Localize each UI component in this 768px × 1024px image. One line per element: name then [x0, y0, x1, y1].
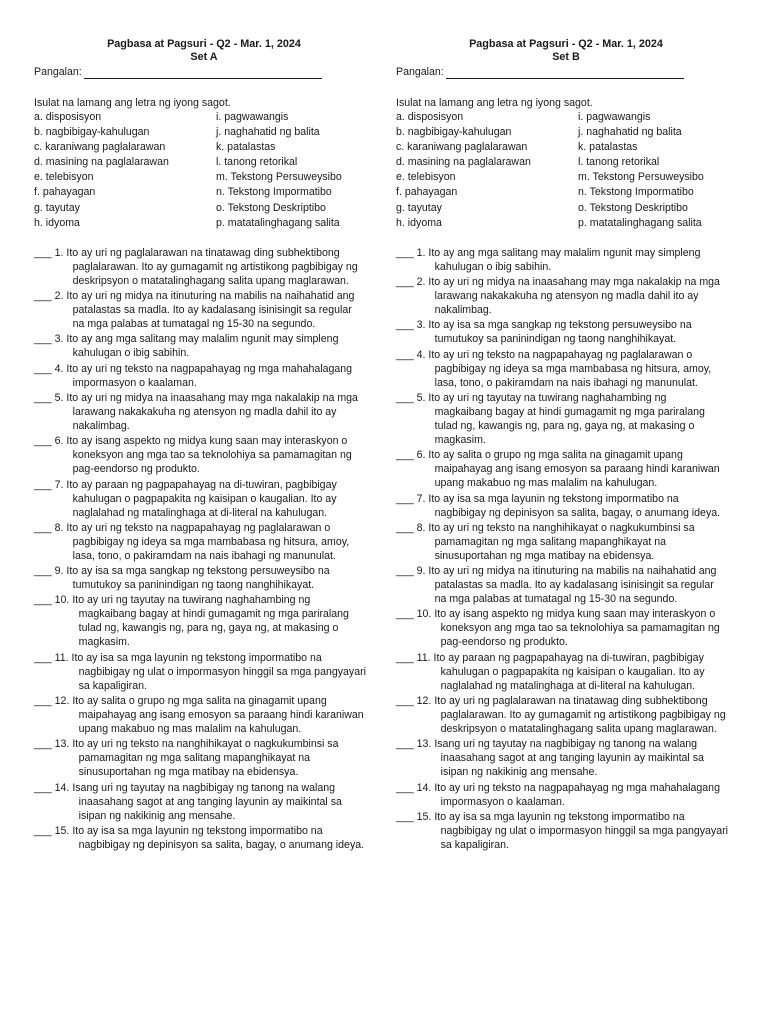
question-line: naglalahad ng matalinghaga at di-literal na kahulugan.	[72, 506, 328, 519]
question-number: 6.	[54, 435, 64, 448]
answer-blank[interactable]: ___	[34, 594, 55, 607]
question-number: 1.	[54, 246, 64, 259]
answer-blank[interactable]: ___	[396, 449, 417, 462]
choice-item: i. pagwawangis	[578, 111, 651, 123]
question-text	[417, 246, 736, 274]
question-line-text: Ito ay isa sa mga sangkap ng tekstong persuweysibo na	[66, 565, 330, 578]
question-line-text: Ito ay isa sa mga layunin ng tekstong impormatibo na	[72, 824, 323, 837]
question-line: nagbibigay ng ulat o impormasyon hinggil sa mga pangyayari	[78, 665, 367, 678]
choice-item: g. tayutay	[396, 201, 442, 214]
worksheet-set-a	[34, 38, 374, 853]
question-line: tulad ng, kawangis ng, para ng, gaya ng, at makasing o	[434, 419, 695, 432]
question-number: 7.	[416, 492, 426, 505]
question-line	[417, 781, 734, 795]
choice-item: o. Tekstong Deskriptibo	[216, 201, 326, 214]
question-line: pagbibigay ng ideya sa mga mambabasa ng hitsura, amoy,	[434, 362, 712, 375]
question-text	[417, 737, 736, 779]
question-item	[396, 275, 736, 317]
answer-blank[interactable]: ___	[34, 333, 55, 346]
question-number: 12.	[54, 695, 70, 708]
question-line	[417, 564, 734, 578]
choice-item: k. patalastas	[578, 141, 638, 154]
question-text	[417, 318, 736, 346]
question-item	[396, 694, 736, 736]
questions-list	[396, 246, 736, 852]
question-number: 2.	[416, 276, 426, 289]
choice-item: n. Tekstong Impormatibo	[578, 186, 694, 199]
question-line	[417, 246, 734, 260]
choice-item: h. idyoma	[34, 216, 80, 229]
question-item	[34, 362, 374, 390]
question-item	[34, 246, 374, 288]
question-line	[55, 593, 372, 607]
question-line	[417, 492, 734, 506]
worksheet-title: Pagbasa at Pagsuri - Q2 - Mar. 1, 2024	[107, 38, 301, 50]
question-line: nagbibigay ng depinisyon sa salita, bagay, o anumang ideya.	[434, 506, 721, 519]
question-line-text: Ito ay isang aspekto ng midya kung saan may interaskyon o	[66, 435, 348, 448]
name-blank-line[interactable]	[446, 67, 684, 79]
question-line-text: Ito ay uri ng teksto na nagpapahayag ng mga mahahalagang	[434, 781, 720, 794]
question-line-text: Ito ay isa sa mga layunin ng tekstong impormatibo na	[71, 651, 322, 664]
question-item	[396, 348, 736, 390]
question-line	[55, 391, 372, 405]
question-text	[417, 694, 736, 736]
question-line: koneksyon ang mga tao sa teknolohiya sa pamamagitan ng	[72, 449, 352, 462]
question-line: impormasyon o kaalaman.	[440, 795, 565, 808]
question-line: inaasahang sagot at ang tanging layunin ay maikintal sa	[78, 795, 342, 808]
question-line	[55, 564, 372, 578]
answer-blank[interactable]: ___	[396, 565, 417, 578]
answer-blank[interactable]: ___	[396, 276, 417, 289]
question-line: deskripsyon o matatalinghagang salita upang maglarawan.	[72, 274, 349, 287]
question-text	[55, 781, 374, 823]
question-number: 5.	[54, 391, 64, 404]
answer-blank[interactable]: ___	[396, 810, 417, 823]
question-text	[55, 564, 374, 592]
question-line: magkasim.	[434, 433, 486, 446]
answer-blank[interactable]: ___	[396, 391, 417, 404]
question-text	[55, 391, 374, 433]
question-text	[417, 492, 736, 520]
answer-blank[interactable]: ___	[396, 319, 417, 332]
question-line	[417, 521, 734, 535]
question-text	[417, 651, 736, 693]
choice-item: l. tanong retorikal	[578, 156, 660, 169]
question-text	[55, 593, 374, 649]
question-line-text: Ito ay paraan ng pagpapahayag na di-tuwiran, pagbibigay	[433, 651, 704, 664]
question-line: kahulugan o pagpapakita ng kaisipan o kaugalian. Ito ay	[440, 665, 705, 678]
question-line	[417, 275, 734, 289]
question-line-text: Isang uri ng tayutay na nagbibigay ng tanong na walang	[434, 738, 697, 751]
question-text	[417, 521, 736, 563]
question-line: lasa, tono, o pakiramdam na nais ibahagi ng manunulat.	[434, 376, 698, 389]
question-line: kahulugan o ibig sabihin.	[434, 260, 552, 273]
worksheet-title: Pagbasa at Pagsuri - Q2 - Mar. 1, 2024	[469, 38, 663, 50]
question-number: 4.	[416, 348, 426, 361]
question-item	[396, 492, 736, 520]
question-line: isipan ng nakikinig ang mensahe.	[440, 766, 598, 779]
question-line-text: Ito ay isang aspekto ng midya kung saan may interaskyon o	[434, 608, 716, 621]
question-line-text: Ito ay uri ng teksto na nanghihikayat o nagkukumbinsi sa	[72, 738, 339, 751]
question-item	[34, 289, 374, 331]
question-text	[55, 521, 374, 563]
question-item	[396, 318, 736, 346]
question-line-text: Ito ay uri ng midya na itinuturing na mabilis na naihahatid ang	[66, 290, 355, 303]
question-line: kahulugan o pagpapakita ng kaisipan o kaugalian. Ito ay	[72, 492, 337, 505]
question-number: 12.	[416, 695, 432, 708]
question-text	[417, 275, 736, 317]
answer-blank[interactable]: ___	[396, 651, 417, 664]
choice-item: p. matatalinghagang salita	[216, 216, 340, 229]
choice-item: e. telebisyon	[396, 171, 456, 184]
choice-item: c. karaniwang paglalarawan	[34, 141, 166, 154]
choice-item: h. idyoma	[396, 216, 442, 229]
choice-item: f. pahayagan	[34, 186, 96, 199]
answer-blank[interactable]: ___	[396, 492, 417, 505]
question-line: maipahayag ang isang emosyon sa paraang hindi karaniwan	[434, 463, 720, 476]
question-text	[55, 737, 374, 779]
question-line	[417, 694, 734, 708]
question-number: 11.	[416, 651, 431, 664]
name-label: Pangalan:	[34, 66, 82, 78]
choice-item: b. nagbibigay-kahulugan	[396, 126, 512, 139]
question-line	[55, 651, 372, 665]
question-line-text: Ito ay uri ng tayutay na tuwirang naghahambing ng	[72, 594, 311, 607]
question-line: tumutukoy sa paninindigan ng taong nanghihikayat.	[434, 333, 677, 346]
question-line: tulad ng, kawangis ng, para ng, gaya ng, at makasing o	[78, 622, 339, 635]
choice-item: m. Tekstong Persuweysibo	[578, 171, 704, 184]
question-line: magkaibang bagay at hindi gumagamit ng mga pariralang	[78, 608, 349, 621]
question-line	[417, 391, 734, 405]
question-line-text: Ito ay uri ng midya na inaasahang may mga nakalakip na mga	[428, 276, 720, 289]
question-item	[396, 651, 736, 693]
question-item	[396, 810, 736, 852]
question-number: 8.	[416, 521, 426, 534]
answer-blank[interactable]: ___	[396, 608, 417, 621]
question-line: na mga palabas at tumatagal ng 15-30 na segundo.	[434, 593, 678, 606]
question-number: 8.	[54, 521, 64, 534]
question-item	[34, 593, 374, 649]
question-line: paglalarawan. Ito ay gumagamit ng artistikong pagbibigay ng	[440, 709, 726, 722]
answer-blank[interactable]: ___	[34, 362, 55, 375]
question-number: 15.	[416, 810, 432, 823]
question-line: na mga palabas at tumatagal ng 15-30 na segundo.	[72, 318, 316, 331]
question-line-text: Ito ay salita o grupo ng mga salita na ginagamit upang	[72, 695, 327, 708]
question-item	[396, 564, 736, 606]
choice-item: p. matatalinghagang salita	[578, 216, 702, 229]
question-number: 2.	[54, 290, 64, 303]
name-label: Pangalan:	[396, 66, 444, 78]
question-text	[55, 289, 374, 331]
question-line	[55, 362, 372, 376]
question-line: deskripsyon o matatalinghagang salita upang maglarawan.	[440, 723, 717, 736]
question-line-text: Ito ay uri ng teksto na nagpapahayag ng mga mahahalagang	[66, 362, 353, 375]
answer-blank[interactable]: ___	[34, 738, 55, 751]
question-text	[55, 694, 374, 736]
question-item	[396, 737, 736, 779]
question-line	[55, 737, 372, 751]
answer-blank[interactable]: ___	[34, 290, 55, 303]
choices-list	[34, 110, 374, 230]
question-line-text: Ito ay ang mga salitang may malalim ngunit may simpleng	[66, 333, 339, 346]
question-line: isipan ng nakikinig ang mensahe.	[78, 809, 236, 822]
question-line-text: Ito ay uri ng paglalarawan na tinatawag ding subhektibong	[66, 246, 340, 259]
question-item	[34, 564, 374, 592]
answer-blank[interactable]: ___	[34, 651, 55, 664]
worksheet-set-b	[396, 38, 736, 853]
question-item	[34, 651, 374, 693]
question-item	[396, 781, 736, 809]
choice-item: e. telebisyon	[34, 171, 94, 184]
question-line-text: Ito ay uri ng paglalarawan na tinatawag ding subhektibong	[434, 695, 708, 708]
question-line: upang makabuo ng mas malalim na kahulugan.	[434, 477, 658, 490]
question-number: 3.	[416, 319, 426, 332]
choice-item: i. pagwawangis	[216, 111, 289, 123]
question-line	[417, 348, 734, 362]
question-text	[417, 391, 736, 447]
question-line: lasa, tono, o pakiramdam na nais ibahagi ng manunulat.	[72, 549, 336, 562]
answer-blank[interactable]: ___	[396, 246, 417, 259]
question-line: sinusuportahan ng mga matibay na ebidensya.	[434, 549, 655, 562]
question-line-text: Ito ay paraan ng pagpapahayag na di-tuwiran, pagbibigay	[66, 478, 337, 491]
question-text	[417, 564, 736, 606]
question-line-text: Ito ay uri ng midya na inaasahang may mga nakalakip na mga	[66, 391, 358, 404]
choice-item: d. masining na paglalarawan	[396, 156, 531, 169]
question-line	[417, 651, 734, 665]
question-number: 13.	[54, 738, 70, 751]
question-line	[417, 318, 734, 332]
choice-item: c. karaniwang paglalarawan	[396, 141, 528, 154]
name-blank-line[interactable]	[84, 67, 322, 79]
choices-list	[396, 110, 736, 230]
question-item	[34, 332, 374, 360]
question-line-text: Ito ay isa sa mga layunin ng tekstong impormatibo na	[434, 810, 685, 823]
choice-item: n. Tekstong Impormatibo	[216, 186, 332, 199]
answer-blank[interactable]: ___	[34, 478, 55, 491]
answer-blank[interactable]: ___	[34, 435, 55, 448]
question-text	[55, 434, 374, 476]
question-line: paglalarawan. Ito ay gumagamit ng artistikong pagbibigay ng	[72, 260, 358, 273]
question-line: pamamagitan ng mga salitang mapanghikayat na	[434, 535, 667, 548]
answer-blank[interactable]: ___	[396, 738, 417, 751]
question-item	[396, 521, 736, 563]
answer-blank[interactable]: ___	[34, 695, 55, 708]
question-line: magkasim.	[78, 636, 130, 649]
question-line: inaasahang sagot at ang tanging layunin ay maikintal sa	[440, 752, 704, 765]
question-item	[396, 607, 736, 649]
question-text	[417, 810, 736, 852]
question-number: 9.	[416, 565, 426, 578]
choice-item: j. naghahatid ng balita	[578, 126, 682, 139]
question-item	[34, 478, 374, 520]
question-number: 9.	[54, 565, 64, 578]
question-line	[55, 781, 372, 795]
question-line: nakalimbag.	[72, 419, 130, 432]
question-number: 10.	[54, 594, 70, 607]
name-field-row	[396, 65, 736, 79]
question-line: larawang nakakakuha ng atensyon ng madla dahil ito ay	[434, 290, 699, 303]
question-line: maipahayag ang isang emosyon sa paraang hindi karaniwan	[78, 709, 364, 722]
question-line	[55, 246, 372, 260]
question-line: sa kapaligiran.	[78, 679, 147, 692]
question-line: kahulugan o ibig sabihin.	[72, 347, 190, 360]
question-text	[55, 362, 374, 390]
question-line-text: Ito ay uri ng teksto na nagpapahayag ng paglalarawan o	[66, 521, 331, 534]
question-item	[34, 434, 374, 476]
question-line: nagbibigay ng ulat o impormasyon hinggil sa mga pangyayari	[440, 824, 729, 837]
question-text	[55, 246, 374, 288]
answer-blank[interactable]: ___	[396, 695, 417, 708]
choice-item: m. Tekstong Persuweysibo	[216, 171, 342, 184]
question-line	[55, 434, 372, 448]
question-text	[55, 478, 374, 520]
question-line-text: Ito ay uri ng teksto na nagpapahayag ng paglalarawan o	[428, 348, 693, 361]
question-line	[55, 521, 372, 535]
choice-item: j. naghahatid ng balita	[216, 126, 320, 139]
question-number: 4.	[54, 362, 64, 375]
questions-list	[34, 246, 374, 852]
question-line-text: Ito ay uri ng midya na itinuturing na mabilis na naihahatid ang	[428, 565, 717, 578]
question-number: 5.	[416, 391, 426, 404]
question-number: 3.	[54, 333, 64, 346]
question-text	[55, 824, 374, 852]
question-line	[417, 737, 734, 751]
question-line	[417, 448, 734, 462]
answer-blank[interactable]: ___	[396, 348, 417, 361]
question-line	[55, 694, 372, 708]
question-number: 7.	[54, 478, 64, 491]
question-line: pagbibigay ng ideya sa mga mambabasa ng hitsura, amoy,	[72, 535, 350, 548]
answer-blank[interactable]: ___	[34, 246, 55, 259]
question-line-text: Ito ay salita o grupo ng mga salita na ginagamit upang	[428, 449, 683, 462]
instruction-text: Isulat na lamang ang letra ng iyong sagot.	[34, 97, 231, 109]
question-text	[417, 781, 736, 809]
question-item	[34, 521, 374, 563]
question-line	[417, 607, 734, 621]
choice-item: a. disposisyon	[34, 111, 102, 123]
question-line: pamamagitan ng mga salitang mapanghikayat na	[78, 752, 311, 765]
answer-blank[interactable]: ___	[34, 824, 55, 837]
question-line: tumutukoy sa paninindigan ng taong nanghihikayat.	[72, 579, 315, 592]
question-line-text: Ito ay ang mga salitang may malalim ngunit may simpleng	[428, 246, 701, 259]
question-line: patalastas sa madla. Ito ay kadalasang isinisingit sa regular	[434, 579, 714, 592]
question-line: magkaibang bagay at hindi gumagamit ng mga pariralang	[434, 405, 705, 418]
question-line: nakalimbag.	[434, 304, 492, 317]
question-item	[34, 694, 374, 736]
question-text	[55, 651, 374, 693]
question-number: 1.	[416, 246, 426, 259]
question-line: naglalahad ng matalinghaga at di-literal na kahulugan.	[440, 679, 696, 692]
answer-blank[interactable]: ___	[34, 781, 55, 794]
question-item	[396, 246, 736, 274]
question-line-text: Ito ay isa sa mga layunin ng tekstong impormatibo na	[428, 492, 679, 505]
answer-blank[interactable]: ___	[396, 781, 417, 794]
question-line: pag-eendorso ng produkto.	[440, 636, 568, 649]
choice-item: o. Tekstong Deskriptibo	[578, 201, 688, 214]
choice-item: b. nagbibigay-kahulugan	[34, 126, 150, 139]
question-number: 14.	[416, 781, 432, 794]
answer-blank[interactable]: ___	[34, 391, 55, 404]
question-item	[34, 391, 374, 433]
choice-item: l. tanong retorikal	[216, 156, 298, 169]
question-text	[417, 448, 736, 490]
choice-item: d. masining na paglalarawan	[34, 156, 169, 169]
question-line-text: Ito ay isa sa mga sangkap ng tekstong persuweysibo na	[428, 319, 692, 332]
question-line: upang makabuo ng mas malalim na kahulugan.	[78, 723, 302, 736]
choice-item: k. patalastas	[216, 141, 276, 154]
set-label: Set A	[190, 51, 218, 63]
question-number: 6.	[416, 449, 426, 462]
answer-blank[interactable]: ___	[34, 565, 55, 578]
choice-item: g. tayutay	[34, 201, 80, 214]
question-item	[396, 448, 736, 490]
question-line: koneksyon ang mga tao sa teknolohiya sa pamamagitan ng	[440, 622, 720, 635]
question-number: 15.	[54, 824, 70, 837]
question-line	[55, 332, 372, 346]
question-line-text: Isang uri ng tayutay na nagbibigay ng tanong na walang	[72, 781, 335, 794]
question-line: impormasyon o kaalaman.	[72, 376, 197, 389]
question-number: 14.	[54, 781, 70, 794]
question-line: sa kapaligiran.	[440, 838, 509, 851]
question-text	[417, 348, 736, 390]
question-line	[417, 810, 734, 824]
question-line: larawang nakakakuha ng atensyon ng madla dahil ito ay	[72, 405, 337, 418]
question-line: patalastas sa madla. Ito ay kadalasang isinisingit sa regular	[72, 304, 352, 317]
question-text	[55, 332, 374, 360]
question-item	[396, 391, 736, 447]
question-number: 13.	[416, 738, 432, 751]
choice-item: f. pahayagan	[396, 186, 458, 199]
question-line: sinusuportahan ng mga matibay na ebidensya.	[78, 766, 299, 779]
question-item	[34, 781, 374, 823]
set-label: Set B	[552, 51, 580, 63]
question-line	[55, 289, 372, 303]
question-line	[55, 478, 372, 492]
question-text	[417, 607, 736, 649]
question-item	[34, 824, 374, 852]
name-field-row	[34, 65, 374, 79]
question-line: pag-eendorso ng produkto.	[72, 463, 200, 476]
question-number: 10.	[416, 608, 432, 621]
question-line: nagbibigay ng depinisyon sa salita, bagay, o anumang ideya.	[78, 838, 365, 851]
answer-blank[interactable]: ___	[34, 521, 55, 534]
instruction-text: Isulat na lamang ang letra ng iyong sagot.	[396, 97, 593, 109]
choice-item: a. disposisyon	[396, 111, 464, 123]
question-line	[55, 824, 372, 838]
question-item	[34, 737, 374, 779]
question-number: 11.	[54, 651, 69, 664]
question-line-text: Ito ay uri ng teksto na nanghihikayat o nagkukumbinsi sa	[428, 521, 695, 534]
answer-blank[interactable]: ___	[396, 521, 417, 534]
question-line-text: Ito ay uri ng tayutay na tuwirang naghahambing ng	[428, 391, 667, 404]
